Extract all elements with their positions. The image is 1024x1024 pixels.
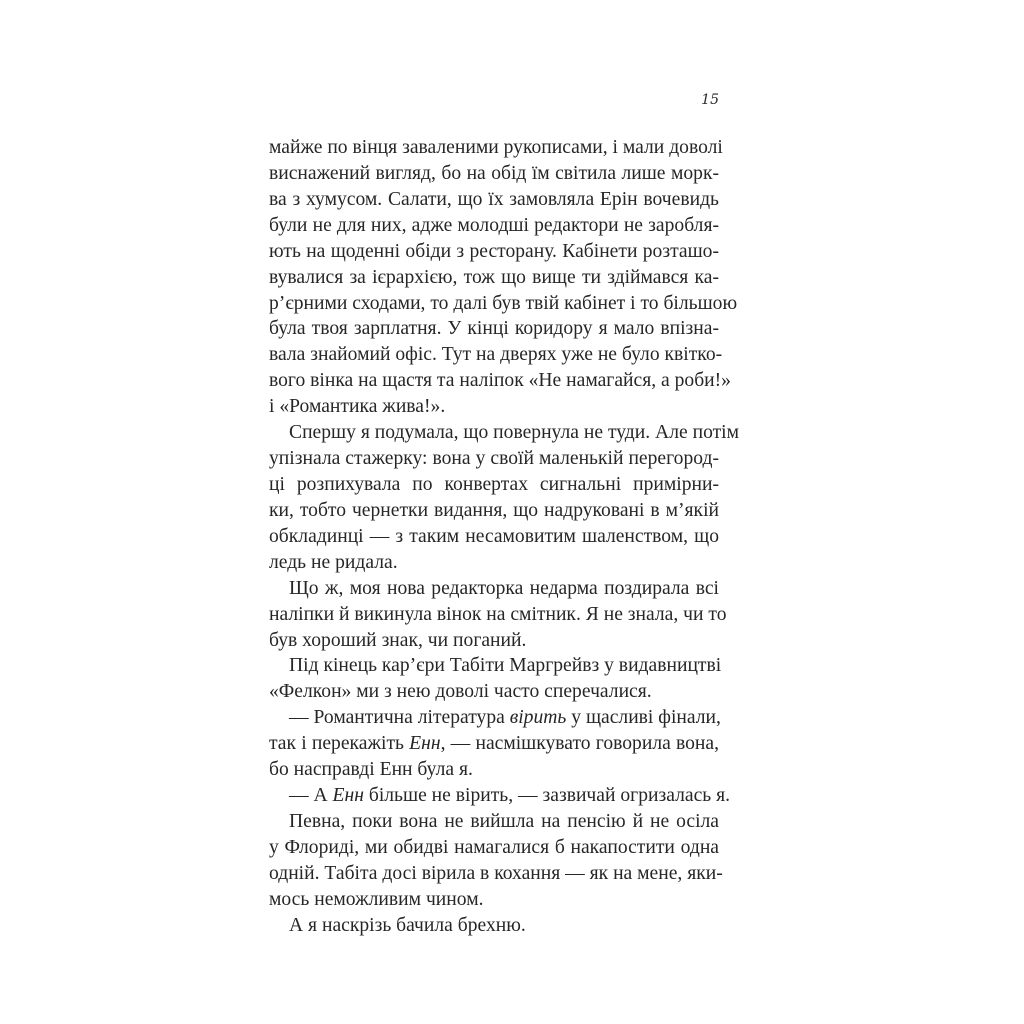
- text-segment: у Флориді, ми обидві намагалися б накапостити одна: [269, 836, 719, 858]
- text-segment: Що ж, моя нова редакторка недарма поздирала всі: [289, 577, 719, 599]
- text-line: [269, 420, 740, 446]
- text-line: [269, 524, 719, 550]
- text-segment: ці розпихувала по конвертах сигнальні примірни-: [269, 473, 719, 495]
- text-line: [269, 472, 719, 498]
- text-segment: — Романтична література: [289, 707, 510, 729]
- page-number: 15: [701, 92, 719, 108]
- text-segment: одній. Табіта досі вірила в кохання — як на мене, яки-: [269, 862, 723, 884]
- text-segment: р’єрними сходами, то далі був твій кабінет і то більшою: [269, 292, 738, 314]
- text-segment: ва з хумусом. Салати, що їх замовляла Ерін вочевидь: [269, 188, 719, 210]
- text-line: [269, 498, 719, 524]
- text-segment: бо насправді Енн була я.: [269, 759, 473, 781]
- text-segment: вала знайомий офіс. Тут на дверях уже не було квітко-: [269, 344, 723, 366]
- text-segment: майже по вінця заваленими рукописами, і мали доволі: [269, 137, 723, 158]
- text-segment: був хороший знак, чи поганий.: [269, 629, 527, 651]
- text-segment: обкладинці — з таким несамовитим шаленством, що: [269, 525, 719, 547]
- text-segment: ледь не ридала.: [269, 551, 398, 573]
- text-line: [269, 835, 719, 861]
- text-segment: більше не вірить, — зазвичай огризалась я.: [363, 785, 731, 807]
- italic-text: вірить: [509, 707, 567, 729]
- text-segment: так і перекажіть: [269, 733, 410, 755]
- text-segment: Певна, поки вона не вийшла на пенсію й не осіла: [289, 810, 719, 832]
- text-line: [269, 861, 723, 887]
- text-segment: — А: [289, 785, 333, 807]
- text-segment: наліпки й викинула вінок на смітник. Я не знала, чи то: [269, 603, 727, 625]
- text-segment: ють на щоденні обіди з ресторану. Кабінети розташо-: [269, 240, 719, 262]
- text-segment: виснажений вигляд, бо на обід їм світила лише морк-: [269, 162, 719, 184]
- text-line: [269, 291, 738, 317]
- text-line: [269, 731, 719, 757]
- text-line: [269, 705, 719, 731]
- text-line: [269, 602, 727, 628]
- text-line: [269, 628, 719, 654]
- text-line: [269, 316, 719, 342]
- text-line: [269, 576, 719, 602]
- text-line: [269, 265, 719, 291]
- text-line: [269, 783, 731, 809]
- text-line: [269, 213, 719, 239]
- text-segment: Під кінець кар’єри Табіти Маргрейвз у видавництві: [289, 655, 722, 677]
- text-line: [269, 446, 719, 472]
- text-segment: Спершу я подумала, що повернула не туди. Але потім: [289, 422, 740, 444]
- text-line: [269, 368, 731, 394]
- text-line: [269, 135, 723, 161]
- text-segment: були не для них, адже молодші редактори не заробля-: [269, 214, 719, 236]
- text-segment: вого вінка на щастя та наліпок «Не намагайся, а роби!»: [269, 370, 731, 392]
- text-line: [269, 887, 719, 913]
- text-segment: , — насмішкувато говорила вона,: [440, 733, 719, 755]
- text-segment: упізнала стажерку: вона у своїй маленькій перегород-: [269, 448, 719, 470]
- text-segment: мось неможливим чином.: [269, 888, 484, 910]
- text-segment: і «Романтика жива!».: [269, 396, 446, 418]
- text-line: [269, 342, 723, 368]
- text-segment: А я наскрізь бачила брехню.: [289, 914, 526, 936]
- text-line: [269, 187, 719, 213]
- body-text: [269, 135, 740, 939]
- text-line: [269, 550, 719, 576]
- text-segment: була твоя зарплатня. У кінці коридору я мало впізна-: [269, 318, 719, 340]
- italic-text: Енн: [332, 785, 364, 807]
- text-line: [269, 394, 719, 420]
- text-line: [269, 653, 722, 679]
- italic-text: Енн: [409, 733, 441, 755]
- text-line: [269, 679, 719, 705]
- text-segment: у щасливі фінали,: [566, 707, 721, 729]
- text-line: [269, 239, 719, 265]
- text-line: [269, 809, 719, 835]
- text-segment: «Фелкон» ми з нею доволі часто сперечалися.: [269, 681, 652, 703]
- text-segment: вувалися за ієрархією, тож що вище ти здіймався ка-: [269, 266, 719, 288]
- text-line: [269, 757, 719, 783]
- text-line: [269, 161, 719, 187]
- text-segment: ки, тобто чернетки видання, що надруковані в м’якій: [269, 499, 719, 521]
- text-line: [269, 913, 719, 939]
